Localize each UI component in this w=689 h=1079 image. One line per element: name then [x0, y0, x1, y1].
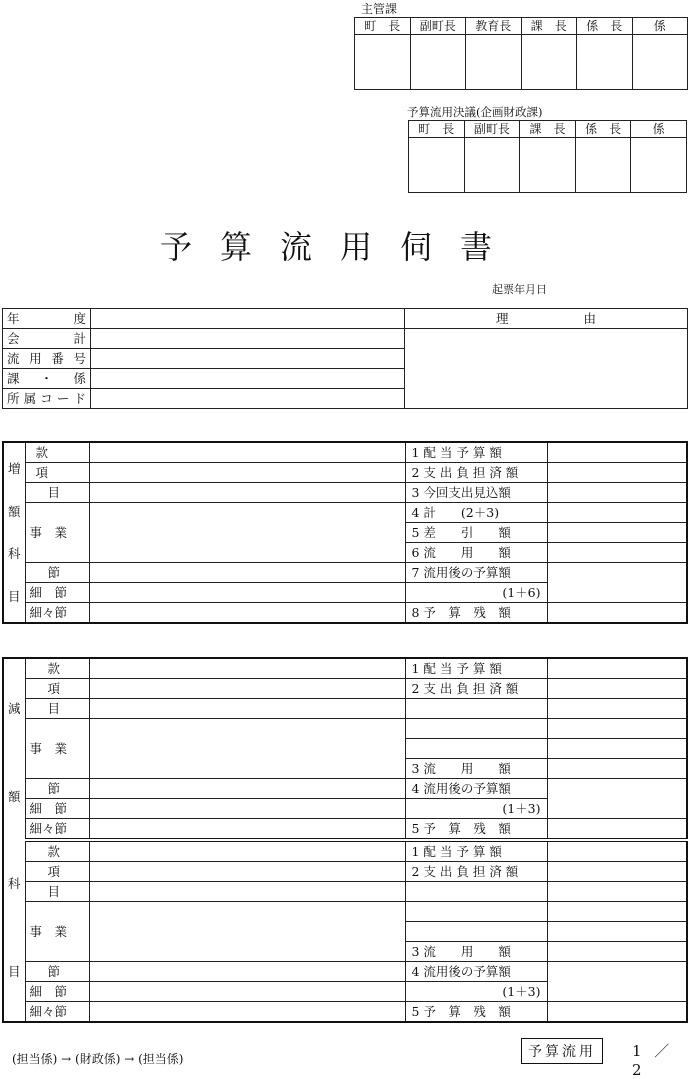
inc-r3: 3 今回支出見込額	[405, 483, 547, 503]
inc-r7-value[interactable]	[547, 563, 687, 603]
dec-b-jigyo-field[interactable]	[89, 902, 405, 962]
inc-kou-field[interactable]	[89, 463, 405, 483]
inc-label-kan: 款	[25, 442, 89, 463]
date-label: 起票年月日	[492, 283, 547, 296]
approval-header: 教育長	[466, 18, 522, 35]
stamp-cell[interactable]	[575, 138, 631, 193]
dec-b-r5: 5 予 算 残 額	[405, 1002, 547, 1023]
stamp-cell[interactable]	[521, 35, 577, 90]
inc-r2-value[interactable]	[547, 463, 687, 483]
increase-table	[2, 441, 688, 624]
dec-a-blank2[interactable]	[405, 719, 547, 739]
dec-b-moku-field[interactable]	[89, 882, 405, 902]
dec-b-r5-value[interactable]	[547, 1002, 687, 1023]
inc-r6: 6 流 用 額	[405, 543, 547, 563]
approval-header: 副町長	[464, 121, 520, 138]
dec-b-blank3-value[interactable]	[547, 922, 687, 942]
stamp-cell[interactable]	[577, 35, 633, 90]
approval-main-table	[354, 17, 688, 90]
approval-header: 課 長	[520, 121, 576, 138]
dec-b-r3: 3 流 用 額	[405, 942, 547, 962]
dec-a-label-saisetsu: 細 節	[25, 799, 89, 819]
stamp-cell[interactable]	[632, 35, 688, 90]
info-label-section: 課 ・ 係	[3, 369, 91, 389]
dec-b-kan-field[interactable]	[89, 840, 405, 862]
number-field[interactable]	[91, 349, 405, 369]
dec-a-label-setsu: 節	[25, 779, 89, 799]
dec-b-saisetsu-field[interactable]	[89, 982, 405, 1002]
inc-saisaisetsu-field[interactable]	[89, 603, 405, 624]
approval-flow: (担当係) → (財政係) → (担当係)	[12, 1052, 184, 1066]
dec-a-r3-value[interactable]	[547, 759, 687, 779]
dec-b-r4-value[interactable]	[547, 962, 687, 1002]
inc-r4: 4 計 (2＋3)	[405, 503, 547, 523]
dec-a-saisetsu-field[interactable]	[89, 799, 405, 819]
dec-b-blank2[interactable]	[405, 902, 547, 922]
approval-header: 町 長	[355, 18, 411, 35]
decrease-side-label: 減 額 科 目	[3, 658, 25, 1022]
inc-r6-value[interactable]	[547, 543, 687, 563]
reason-field[interactable]	[405, 329, 688, 409]
dec-a-moku-field[interactable]	[89, 699, 405, 719]
dec-a-blank1-value[interactable]	[547, 699, 687, 719]
stamp-cell[interactable]	[466, 35, 522, 90]
page-number: 1 ／ 2	[632, 1042, 674, 1079]
stamp-cell[interactable]	[355, 35, 411, 90]
inc-r8: 8 予 算 残 額	[405, 603, 547, 624]
stamp-cell[interactable]	[631, 138, 687, 193]
document-title: 予算流用伺書	[160, 228, 521, 266]
info-label-year: 年 度	[3, 309, 91, 329]
dec-b-blank1[interactable]	[405, 882, 547, 902]
info-label-number: 流用番号	[3, 349, 91, 369]
dec-b-r3-value[interactable]	[547, 942, 687, 962]
inc-label-saisaisetsu: 細々節	[25, 603, 89, 624]
reason-header: 理 由	[405, 309, 688, 329]
section-field[interactable]	[91, 369, 405, 389]
dec-a-r5: 5 予 算 残 額	[405, 819, 547, 841]
dec-a-label-jigyo: 事 業	[25, 719, 89, 779]
inc-r1-value[interactable]	[547, 442, 687, 463]
dec-a-label-moku: 目	[25, 699, 89, 719]
dec-a-label-kou: 項	[25, 679, 89, 699]
dec-b-r2: 2 支 出 負 担 済 額	[405, 862, 547, 882]
inc-r8-value[interactable]	[547, 603, 687, 624]
dec-a-r1: 1 配 当 予 算 額	[405, 658, 547, 679]
inc-label-jigyo: 事 業	[25, 503, 89, 563]
decrease-table	[2, 657, 688, 1023]
dec-a-r2-value[interactable]	[547, 679, 687, 699]
stamp-cell[interactable]	[410, 35, 466, 90]
dec-a-kan-field[interactable]	[89, 658, 405, 679]
dec-a-r4: 4 流用後の予算額	[405, 779, 547, 799]
dec-b-label-kou: 項	[25, 862, 89, 882]
inc-setsu-field[interactable]	[89, 563, 405, 583]
dec-b-label-saisaisetsu: 細々節	[25, 1002, 89, 1023]
approval-header: 副町長	[410, 18, 466, 35]
inc-r3-value[interactable]	[547, 483, 687, 503]
approval-budget-caption: 予算流用決議(企画財政課)	[407, 105, 543, 119]
form-tag: 予算流用	[521, 1038, 603, 1064]
inc-label-moku: 目	[25, 483, 89, 503]
approval-header: 係	[631, 121, 687, 138]
dec-a-r4-sub: (1＋3)	[405, 799, 547, 819]
dec-a-kou-field[interactable]	[89, 679, 405, 699]
approval-main-caption: 主管課	[361, 2, 398, 16]
approval-header: 係	[632, 18, 688, 35]
year-field[interactable]	[91, 309, 405, 329]
dec-b-label-saisetsu: 細 節	[25, 982, 89, 1002]
dec-b-label-setsu: 節	[25, 962, 89, 982]
stamp-cell[interactable]	[520, 138, 576, 193]
dec-a-blank1[interactable]	[405, 699, 547, 719]
approval-header: 係 長	[577, 18, 633, 35]
dec-a-label-kan: 款	[25, 658, 89, 679]
dec-a-jigyo-field[interactable]	[89, 719, 405, 779]
dec-a-blank3[interactable]	[405, 739, 547, 759]
dec-a-setsu-field[interactable]	[89, 779, 405, 799]
approval-header: 町 長	[409, 121, 465, 138]
approval-header: 係 長	[575, 121, 631, 138]
dec-a-r5-value[interactable]	[547, 819, 687, 841]
dec-b-setsu-field[interactable]	[89, 962, 405, 982]
approval-header: 課 長	[521, 18, 577, 35]
inc-r1: 1 配 当 予 算 額	[405, 442, 547, 463]
dec-a-r4-value[interactable]	[547, 779, 687, 819]
inc-label-setsu: 節	[25, 563, 89, 583]
increase-side-label: 増 額 科 目	[3, 442, 25, 623]
inc-r7-sub: (1＋6)	[405, 583, 547, 603]
info-label-code: 所属コード	[3, 389, 91, 409]
approval-budget-table	[408, 120, 687, 193]
inc-label-kou: 項	[25, 463, 89, 483]
dec-a-r1-value[interactable]	[547, 658, 687, 679]
inc-r7: 7 流用後の予算額	[405, 563, 547, 583]
info-label-account: 会 計	[3, 329, 91, 349]
code-field[interactable]	[91, 389, 405, 409]
inc-saisetsu-field[interactable]	[89, 583, 405, 603]
inc-r5-value[interactable]	[547, 523, 687, 543]
dec-b-label-kan: 款	[25, 840, 89, 862]
dec-b-label-moku: 目	[25, 882, 89, 902]
inc-r2: 2 支 出 負 担 済 額	[405, 463, 547, 483]
dec-b-r4: 4 流用後の予算額	[405, 962, 547, 982]
dec-a-blank3-value[interactable]	[547, 739, 687, 759]
dec-b-r2-value[interactable]	[547, 862, 687, 882]
stamp-cell[interactable]	[409, 138, 465, 193]
account-field[interactable]	[91, 329, 405, 349]
dec-b-kou-field[interactable]	[89, 862, 405, 882]
dec-a-blank2-value[interactable]	[547, 719, 687, 739]
dec-a-saisaisetsu-field[interactable]	[89, 819, 405, 841]
dec-b-label-jigyo: 事 業	[25, 902, 89, 962]
dec-b-blank2-value[interactable]	[547, 902, 687, 922]
dec-b-r4-sub: (1＋3)	[405, 982, 547, 1002]
dec-b-saisaisetsu-field[interactable]	[89, 1002, 405, 1023]
dec-b-blank3[interactable]	[405, 922, 547, 942]
dec-b-r1: 1 配 当 予 算 額	[405, 840, 547, 862]
inc-moku-field[interactable]	[89, 483, 405, 503]
dec-a-r2: 2 支 出 負 担 済 額	[405, 679, 547, 699]
dec-b-r1-value[interactable]	[547, 840, 687, 862]
inc-r5: 5 差 引 額	[405, 523, 547, 543]
inc-label-saisetsu: 細 節	[25, 583, 89, 603]
dec-a-label-saisaisetsu: 細々節	[25, 819, 89, 841]
inc-kan-field[interactable]	[89, 442, 405, 463]
inc-jigyo-field[interactable]	[89, 503, 405, 563]
dec-a-r3: 3 流 用 額	[405, 759, 547, 779]
dec-b-blank1-value[interactable]	[547, 882, 687, 902]
info-table	[2, 308, 688, 409]
stamp-cell[interactable]	[464, 138, 520, 193]
inc-r4-value[interactable]	[547, 503, 687, 523]
